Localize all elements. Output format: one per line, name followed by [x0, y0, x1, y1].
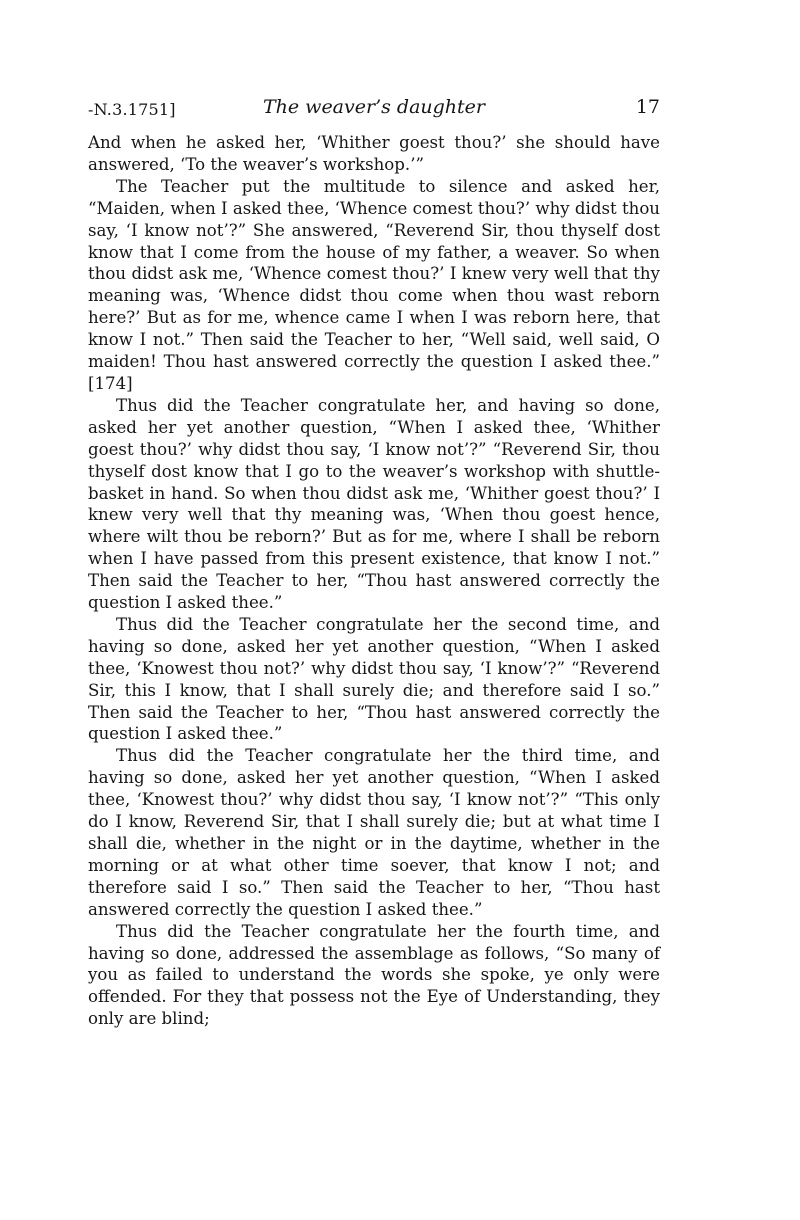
- section-reference: -N.3.1751]: [88, 100, 176, 119]
- page-number: 17: [635, 96, 660, 118]
- book-page: [88, 96, 660, 1030]
- running-title: The weaver’s daughter: [262, 96, 485, 118]
- paragraph: Thus did the Teacher congratulate her the second time, and having so done, asked her yet another question, “When I asked thee, ‘Knowest thou not?’ why didst thou say, ‘I know’?” “Reverend Sir, this I know, that I shall surely die; and therefore said I so.” Then said the Teacher to her, “Thou hast answered correctly the question I asked thee.”: [88, 614, 660, 744]
- paragraph: And when he asked her, ‘Whither goest thou?’ she should have answered, ‘To the weaver’s workshop.’”: [88, 133, 660, 174]
- paragraph: Thus did the Teacher congratulate her the fourth time, and having so done, addressed the assemblage as follows, “So many of you as failed to understand the words she spoke, ye only were offended. For they that possess not the Eye of Understanding, they only are blind;: [88, 921, 660, 1029]
- paragraph: The Teacher put the multitude to silence and asked her, “Maiden, when I asked thee, ‘Whence comest thou?’ why didst thou say, ‘I know not’?” She answered, “Reverend Sir, thou thyself dost know that I come from the house of my father, a weaver. So when thou didst ask me, ‘Whence comest thou?’ I knew very well that thy meaning was, ‘Whence didst thou come when thou wast reborn here?’ But as for me, whence came I when I was reborn here, that know I not.” Then said the Teacher to her, “Well said, well said, O maiden! Thou hast answered correctly the question I asked thee.” [174]: [88, 176, 660, 393]
- body-text: [88, 132, 660, 1030]
- paragraph: Thus did the Teacher congratulate her, and having so done, asked her yet another question, “When I asked thee, ‘Whither goest thou?’ why didst thou say, ‘I know not’?” “Reverend Sir, thou thyself dost know that I go to the weaver’s workshop with shuttle-basket in hand. So when thou didst ask me, ‘Whither goest thou?’ I knew very well that thy meaning was, ‘When thou goest hence, where wilt thou be reborn?’ But as for me, where I shall be reborn when I have passed from this present existence, that know I not.” Then said the Teacher to her, “Thou hast answered correctly the question I asked thee.”: [88, 395, 660, 613]
- paragraph: Thus did the Teacher congratulate her the third time, and having so done, asked her yet another question, “When I asked thee, ‘Knowest thou?’ why didst thou say, ‘I know not’?” “This only do I know, Reverend Sir, that I shall surely die; but at what time I shall die, whether in the night or in the daytime, whether in the morning or at what other time soever, that know I not; and therefore said I so.” Then said the Teacher to her, “Thou hast answered correctly the question I asked thee.”: [88, 746, 660, 919]
- running-header: [88, 96, 660, 128]
